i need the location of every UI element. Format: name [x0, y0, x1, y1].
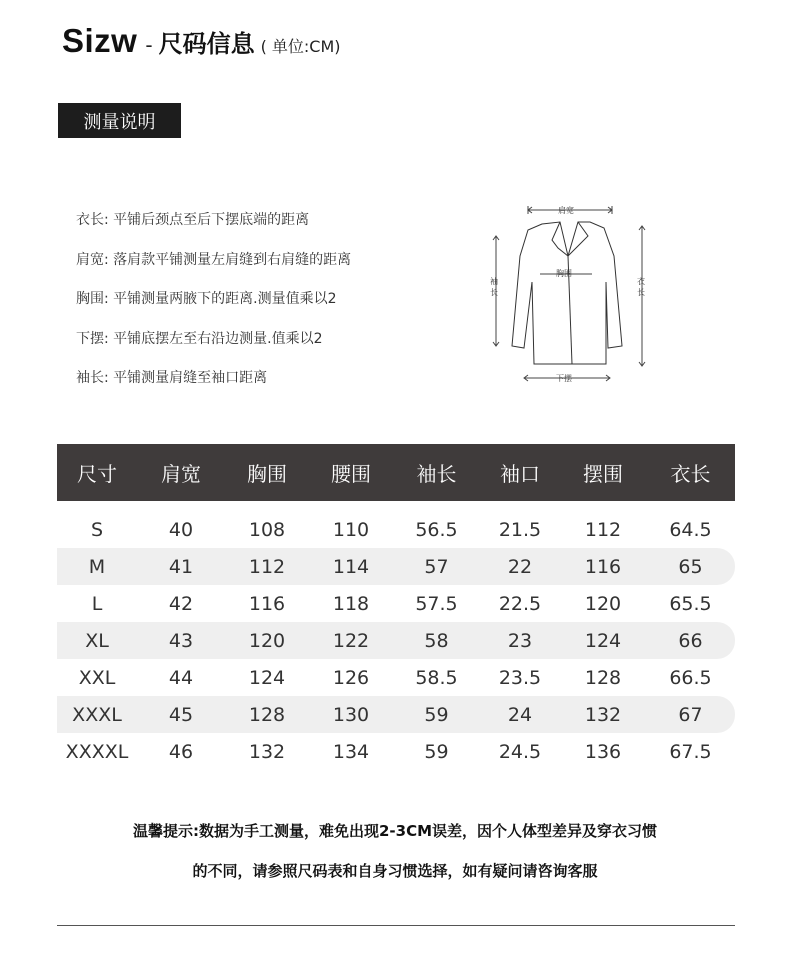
- table-cell: 23: [507, 629, 533, 652]
- table-cell: 40: [168, 518, 194, 541]
- length-label-1: 衣: [637, 277, 645, 286]
- table-cell: 112: [584, 518, 622, 541]
- table-cell: 124: [248, 666, 286, 689]
- table-header: [57, 444, 735, 501]
- table-cell: 122: [332, 629, 370, 652]
- table-cell: XXXL: [72, 703, 122, 726]
- page-header: [62, 22, 341, 60]
- table-cell: 116: [584, 555, 622, 578]
- table-cell: 110: [332, 518, 370, 541]
- table-cell: 126: [332, 666, 370, 689]
- measurement-notes: [76, 209, 351, 407]
- table-cell: 134: [332, 740, 370, 763]
- table-cell: 65: [678, 555, 703, 578]
- header-cuff: 袖口: [500, 462, 540, 486]
- table-cell: 67: [678, 703, 703, 726]
- table-cell: 24.5: [498, 740, 542, 763]
- table-cell: XL: [85, 629, 109, 652]
- table-cell: 42: [168, 592, 194, 615]
- table-cell: 43: [168, 629, 194, 652]
- table-cell: 24: [507, 703, 533, 726]
- table-cell: 108: [248, 518, 286, 541]
- note-chest: 胸围: 平铺测量两腋下的距离.测量值乘以2: [76, 291, 337, 307]
- length-label-2: 长: [637, 288, 645, 297]
- table-cell: 120: [248, 629, 286, 652]
- table-cell: 45: [168, 703, 194, 726]
- bottom-divider: [57, 925, 735, 926]
- brand-name: Sizw: [62, 22, 138, 59]
- table-cell: L: [91, 592, 103, 615]
- table-cell: 128: [248, 703, 286, 726]
- table-cell: 136: [584, 740, 622, 763]
- table-cell: 64.5: [669, 518, 712, 541]
- table-cell: 58: [424, 629, 449, 652]
- table-cell: 57.5: [415, 592, 458, 615]
- header-hem: 摆围: [583, 462, 623, 486]
- note-sleeve: 袖长: 平铺测量肩缝至袖口距离: [76, 370, 268, 386]
- note-length: 衣长: 平铺后颈点至后下摆底端的距离: [76, 212, 310, 228]
- table-cell: 132: [584, 703, 622, 726]
- hem-label: 下摆: [556, 374, 572, 383]
- header-chest: 胸围: [247, 462, 287, 486]
- table-cell: 132: [248, 740, 286, 763]
- table-row: [57, 733, 735, 770]
- table-cell: 21.5: [498, 518, 542, 541]
- table-row: [57, 696, 735, 733]
- table-cell: 67.5: [669, 740, 712, 763]
- coat-measurement-diagram: [480, 196, 660, 396]
- table-cell: 59: [424, 703, 449, 726]
- note-shoulder: 肩宽: 落肩款平铺测量左肩缝到右肩缝的距离: [76, 251, 352, 268]
- table-cell: S: [90, 518, 104, 541]
- table-cell: 120: [584, 592, 622, 615]
- tip-line-1: 温馨提示:数据为手工测量，难免出现2-3CM误差，因个人体型差异及穿衣习惯: [132, 822, 658, 840]
- header-separator: -: [145, 33, 153, 57]
- table-cell: 23.5: [498, 666, 542, 689]
- table-cell: M: [88, 555, 106, 578]
- table-cell: 22.5: [498, 592, 542, 615]
- table-cell: 114: [332, 555, 370, 578]
- header-size: 尺寸: [77, 462, 117, 486]
- header-shoulder: 肩宽: [161, 462, 201, 486]
- table-cell: 130: [332, 703, 370, 726]
- coat-outline: [512, 222, 622, 364]
- size-table: [57, 444, 735, 770]
- table-cell: 56.5: [415, 518, 458, 541]
- shoulder-label: 肩宽: [558, 206, 574, 215]
- table-cell: 41: [168, 555, 194, 578]
- table-cell: 58.5: [415, 666, 458, 689]
- table-row: [57, 622, 735, 659]
- right-lapel: [568, 222, 588, 256]
- chest-label: 胸围: [556, 269, 572, 278]
- table-cell: 118: [332, 592, 370, 615]
- table-cell: 128: [584, 666, 622, 689]
- section-label: 测量说明: [58, 103, 181, 138]
- table-cell: 59: [424, 740, 449, 763]
- header-waist: 腰围: [331, 462, 371, 486]
- table-cell: 57: [424, 555, 449, 578]
- table-row: [57, 585, 735, 622]
- table-cell: 46: [168, 740, 194, 763]
- left-lapel: [552, 222, 568, 256]
- table-cell: XXXXL: [65, 740, 129, 763]
- table-cell: 65.5: [669, 592, 712, 615]
- header-sleeve: 袖长: [416, 462, 457, 486]
- table-cell: 66.5: [669, 666, 712, 689]
- table-row: [57, 548, 735, 585]
- table-row: [57, 659, 735, 696]
- table-cell: 116: [248, 592, 286, 615]
- note-hem: 下摆: 平铺底摆左至右沿边测量.值乘以2: [76, 330, 323, 347]
- header-length: 衣长: [670, 462, 711, 486]
- page-title: 尺码信息: [158, 30, 255, 58]
- table-cell: XXL: [78, 666, 116, 689]
- sleeve-label-2: 长: [490, 288, 498, 297]
- table-cell: 66: [678, 629, 703, 652]
- tip-line-2: 的不同，请参照尺码表和自身习惯选择，如有疑问请咨询客服: [192, 862, 598, 880]
- table-cell: 22: [507, 555, 533, 578]
- table-cell: 112: [248, 555, 286, 578]
- table-cell: 44: [168, 666, 194, 689]
- table-cell: 124: [584, 629, 622, 652]
- unit-label: ( 单位:CM): [260, 37, 341, 56]
- sleeve-label-1: 袖: [490, 277, 498, 286]
- table-row: [57, 511, 735, 548]
